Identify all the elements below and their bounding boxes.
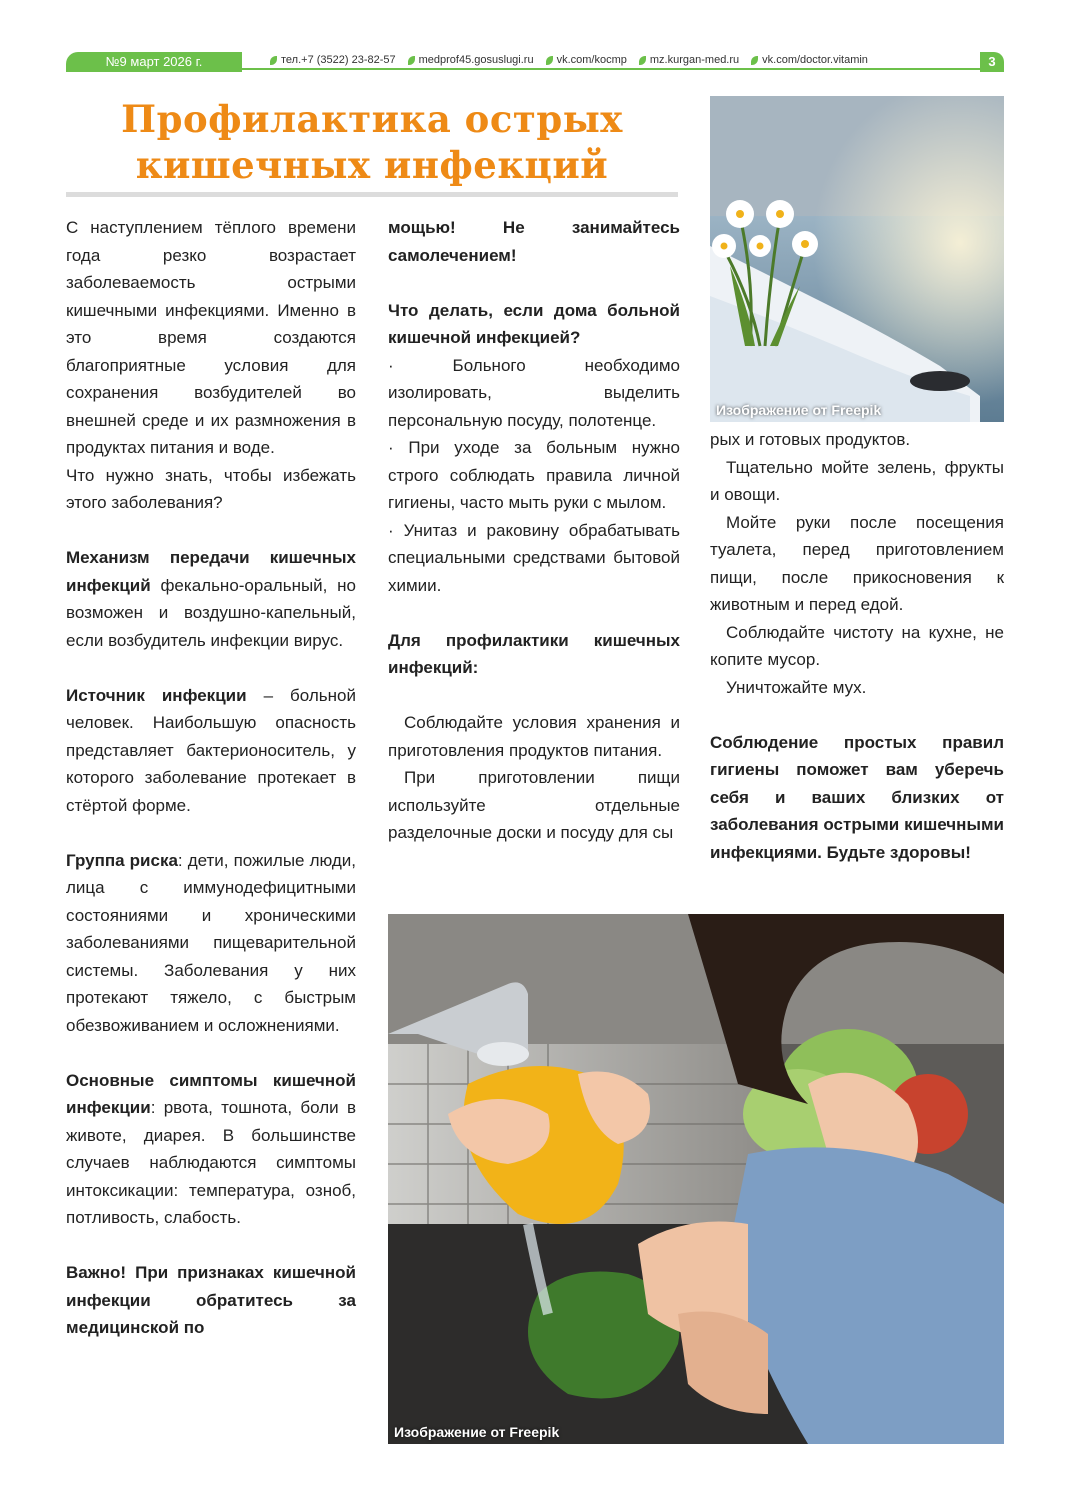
washing-illustration: [388, 914, 1004, 1444]
prevention-item: Соблюдайте условия хранения и приготовления продуктов питания.: [388, 713, 680, 760]
washing-photo-caption: Изображение от Freepik: [394, 1424, 560, 1440]
contact-vk-kocmp[interactable]: [546, 52, 627, 68]
risk-label: Группа риска: [66, 850, 178, 870]
contact-text: vk.com/kocmp: [556, 54, 627, 66]
symptoms-label: Основные симптомы кишечной инфекции: [66, 1070, 356, 1117]
contact-website[interactable]: [408, 52, 534, 68]
leaf-icon: [270, 56, 277, 65]
prevention-item: Тщательно мойте зелень, фрукты и овощи.: [710, 457, 1004, 504]
prevention-item: Мойте руки после посещения туалета, перед приготовлением пищи, после прикосновения к животным и перед едой.: [710, 512, 1004, 614]
prevention-heading: Для профилактики кишечных инфекций:: [388, 630, 680, 677]
closing-paragraph: Соблюдение простых правил гигиены поможет вам уберечь себя и ваших близких от заболевания острыми кишечными инфекциями. Будьте здоровы!: [710, 732, 1004, 862]
risk-text: : дети, пожилые люди, лица с иммунодефицитными состояниями и хроническими заболеваниями пищеварительной системы. Заболевания у них протекают тяжело, с быстрым обезвоживанием и осложнениями.: [66, 850, 357, 1035]
leaf-icon: [639, 56, 646, 65]
contacts-bar: [270, 52, 868, 68]
flowers-illustration: [710, 96, 1004, 422]
leaf-icon: [751, 56, 758, 65]
important-note-start: Важно! При признаках кишечной инфекции обратитесь за медицинской по: [66, 1263, 356, 1337]
mechanism-text: фекально-оральный, но возможен и воздушно-капельный, если возбудитель инфекции вирус.: [66, 575, 356, 650]
prevention-item: При приготовлении пищи используйте отдельные разделочные доски и посуду для сы: [388, 768, 680, 842]
symptoms-paragraph: [66, 1067, 356, 1232]
mechanism-label: Механизм передачи кишечных инфекций: [66, 548, 356, 595]
title-divider: [66, 192, 678, 197]
prevention-item: Соблюдайте чистоту на кухне, не копите мусор.: [710, 622, 1004, 669]
flowers-photo: [710, 96, 1004, 422]
important-note-end: мощью! Не занимайтесь самолечением!: [388, 218, 680, 265]
prevention-item-continued: рых и готовых продуктов.: [710, 430, 911, 449]
column-3: [710, 426, 1004, 866]
title-line-1: Профилактика острых: [121, 97, 623, 141]
mechanism-paragraph: [66, 544, 356, 654]
article-title: [66, 96, 678, 188]
home-item: · Унитаз и раковину обрабатывать специальными средствами бытовой химии.: [388, 520, 680, 595]
leaf-icon: [546, 56, 553, 65]
home-heading: Что делать, если дома больной кишечной инфекцией?: [388, 300, 680, 347]
issue-label: №9 март 2026 г.: [66, 52, 242, 72]
home-item: · При уходе за больным нужно строго соблюдать правила личной гигиены, часто мыть руки с мылом.: [388, 438, 680, 512]
prevention-item: Уничтожайте мух.: [726, 677, 867, 697]
symptoms-text: : рвота, тошнота, боли в животе, диарея. В большинстве случаев наблюдаются симптомы интоксикации: температура, озноб, потливость, слабость.: [66, 1098, 356, 1227]
home-item: · Больного необходимо изолировать, выделить персональную посуду, полотенце.: [388, 355, 680, 430]
intro-paragraph: С наступлением тёплого времени года резко возрастает заболеваемость острыми кишечными инфекциями. Именно в это время создаются благоприятные условия для сохранения возбудителей во внешней среде и их размножения в продуктах питания и воде.: [66, 218, 356, 457]
contact-phone[interactable]: [270, 52, 396, 68]
contact-text: mz.kurgan-med.ru: [649, 54, 740, 66]
column-2: [388, 214, 680, 847]
source-label: Источник инфекции: [66, 685, 247, 705]
flowers-photo-caption: Изображение от Freepik: [716, 402, 882, 418]
title-line-2: кишечных инфекций: [135, 143, 609, 187]
contact-ministry-site[interactable]: [639, 52, 739, 68]
contact-text: vk.com/doctor.vitamin: [762, 54, 868, 66]
washing-vegetables-photo: [388, 914, 1004, 1444]
source-paragraph: [66, 682, 356, 820]
source-text: – больной человек. Наибольшую опасность представляет бактерионоситель, у которого заболевание протекает в стёртой форме.: [66, 685, 356, 815]
contact-vk-doctor[interactable]: [751, 52, 868, 68]
contact-text: medprof45.gosuslugi.ru: [418, 54, 534, 66]
column-1: [66, 214, 356, 1342]
leaf-icon: [408, 56, 415, 65]
page-number: 3: [980, 52, 1004, 72]
question-paragraph: Что нужно знать, чтобы избежать этого заболевания?: [66, 465, 356, 512]
risk-paragraph: [66, 847, 356, 1040]
contact-text: тел.+7 (3522) 23-82-57: [281, 54, 396, 66]
